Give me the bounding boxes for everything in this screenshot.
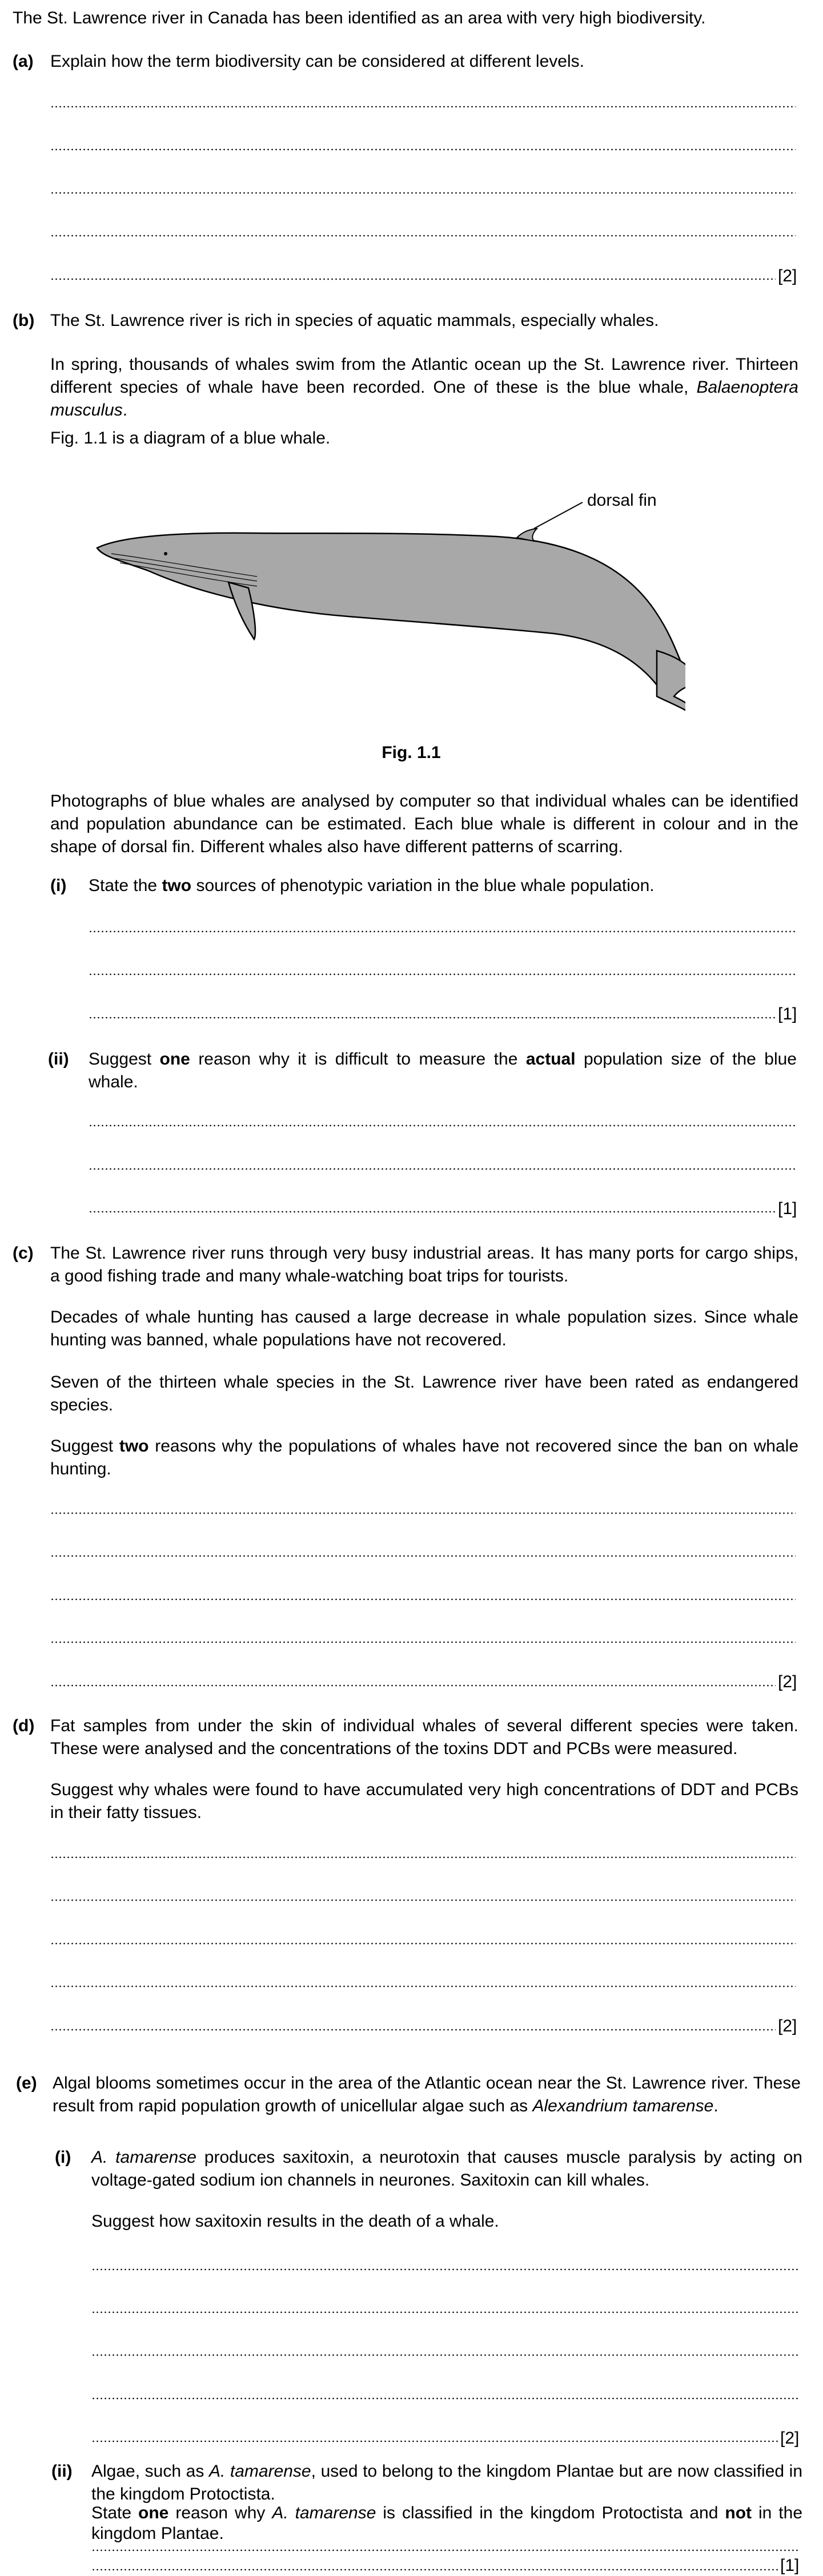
answer-line[interactable]: [50, 1856, 796, 1859]
answer-line[interactable]: [89, 1168, 797, 1170]
part-b-ii-label: (ii): [48, 1050, 69, 1069]
answer-line[interactable]: [50, 192, 796, 194]
answer-line[interactable]: [91, 2569, 780, 2571]
answer-line[interactable]: [50, 235, 796, 237]
marks-label: [2]: [778, 1672, 797, 1691]
part-e-ii-label: (ii): [51, 2462, 73, 2481]
marks-label: [1]: [780, 2556, 800, 2575]
answer-line[interactable]: [91, 2268, 800, 2271]
answer-line[interactable]: [50, 1899, 796, 1901]
intro-text: The St. Lawrence river in Canada has been identified as an area with very high biodiversity.: [13, 9, 706, 27]
part-d-label: (d): [13, 1716, 35, 1735]
marks-label: [1]: [778, 1005, 797, 1023]
figure-caption: Fig. 1.1: [382, 743, 441, 762]
marks-label: [1]: [778, 1199, 797, 1218]
part-b-label: (b): [13, 311, 35, 330]
answer-line[interactable]: [91, 2549, 800, 2551]
whale-tail: [657, 651, 685, 713]
answer-line[interactable]: [89, 973, 797, 975]
part-e-text: Algal blooms sometimes occur in the area of the Atlantic ocean near the St. Lawrence river. These result from rapid population growth of unicellular algae such as Alexandrium tamarense.: [53, 2074, 801, 2115]
answer-line[interactable]: [50, 1598, 796, 1601]
part-b-i-label: (i): [50, 876, 67, 895]
answer-line[interactable]: [50, 1512, 796, 1514]
answer-line[interactable]: [89, 930, 797, 933]
answer-line[interactable]: [91, 2397, 800, 2400]
part-e-ii-text: Algae, such as A. tamarense, used to belong to the kingdom Plantae but are now classified in the kingdom Protoctista.: [91, 2462, 803, 2504]
answer-line[interactable]: [89, 1017, 777, 1019]
part-e-i-question: Suggest how saxitoxin results in the death of a whale.: [91, 2212, 499, 2231]
marks-label: [2]: [778, 267, 797, 285]
part-b-i-question: State the two sources of phenotypic variation in the blue whale population.: [89, 876, 655, 895]
part-d-text: Fat samples from under the skin of individual whales of several different species were taken. These were analysed and the concentrations of the toxins DDT and PCBs were measured.: [50, 1716, 798, 1758]
answer-line[interactable]: [89, 1211, 777, 1213]
part-c-text3: Seven of the thirteen whale species in the St. Lawrence river have been rated as endangered species.: [50, 1373, 798, 1414]
marks-label: [2]: [778, 2017, 797, 2035]
part-c-text1: The St. Lawrence river runs through very busy industrial areas. It has many ports for cargo ships, a good fishing trade and many whale-watching boat trips for tourists.: [50, 1244, 798, 1285]
part-e-ii-question: State one reason why A. tamarense is classified in the kingdom Protoctista and not in the kingdom Plantae.: [91, 2504, 802, 2543]
part-e-i-label: (i): [55, 2148, 71, 2167]
part-b-ii-question: Suggest one reason why it is difficult to measure the actual population size of the blue whale.: [89, 1050, 797, 1091]
part-c-question: Suggest two reasons why the populations of whales have not recovered since the ban on whale hunting.: [50, 1437, 798, 1478]
part-b-text: In spring, thousands of whales swim from the Atlantic ocean up the St. Lawrence river. Thirteen different species of whale have been recorded. One of these is the blue whale, Balaenoptera musculus.: [50, 355, 798, 420]
part-b-figure-ref: Fig. 1.1 is a diagram of a blue whale.: [50, 429, 331, 448]
part-d-question: Suggest why whales were found to have accumulated very high concentrations of DDT and PCBs in their fatty tissues.: [50, 1780, 798, 1822]
answer-line[interactable]: [89, 1124, 797, 1127]
part-c-label: (c): [13, 1244, 34, 1263]
answer-line[interactable]: [50, 106, 796, 108]
part-a-question: Explain how the term biodiversity can be considered at different levels.: [50, 52, 584, 71]
part-e-label: (e): [16, 2074, 37, 2093]
answer-line[interactable]: [50, 1985, 796, 1988]
answer-line[interactable]: [50, 1684, 776, 1687]
dorsal-fin-label: dorsal fin: [587, 491, 657, 510]
part-b-photo-analysis: Photographs of blue whales are analysed by computer so that individual whales can be identified and population abundance can be estimated. Each blue whale is different in colour and in the shape of dorsal fin. Different whales also have different patterns of scarring.: [50, 792, 798, 856]
part-a-label: (a): [13, 52, 34, 71]
part-b-intro: The St. Lawrence river is rich in species of aquatic mammals, especially whales.: [50, 311, 659, 330]
answer-line[interactable]: [50, 278, 776, 280]
part-e-i-text: A. tamarense produces saxitoxin, a neurotoxin that causes muscle paralysis by acting on voltage-gated sodium ion channels in neurones. Saxitoxin can kill whales.: [91, 2148, 802, 2190]
whale-body: [97, 533, 685, 685]
answer-line[interactable]: [91, 2354, 800, 2356]
part-c-text2: Decades of whale hunting has caused a large decrease in whale population sizes. Since whale hunting was banned, whale populations have not recovered.: [50, 1308, 798, 1349]
answer-line[interactable]: [91, 2440, 780, 2442]
answer-line[interactable]: [50, 2029, 776, 2031]
answer-line[interactable]: [50, 148, 796, 151]
answer-line[interactable]: [50, 1641, 796, 1643]
marks-label: [2]: [780, 2429, 800, 2448]
answer-line[interactable]: [50, 1555, 796, 1557]
answer-line[interactable]: [50, 1942, 796, 1945]
whale-eye: [164, 552, 167, 555]
answer-line[interactable]: [91, 2311, 800, 2313]
dorsal-fin-pointer: [534, 502, 583, 529]
